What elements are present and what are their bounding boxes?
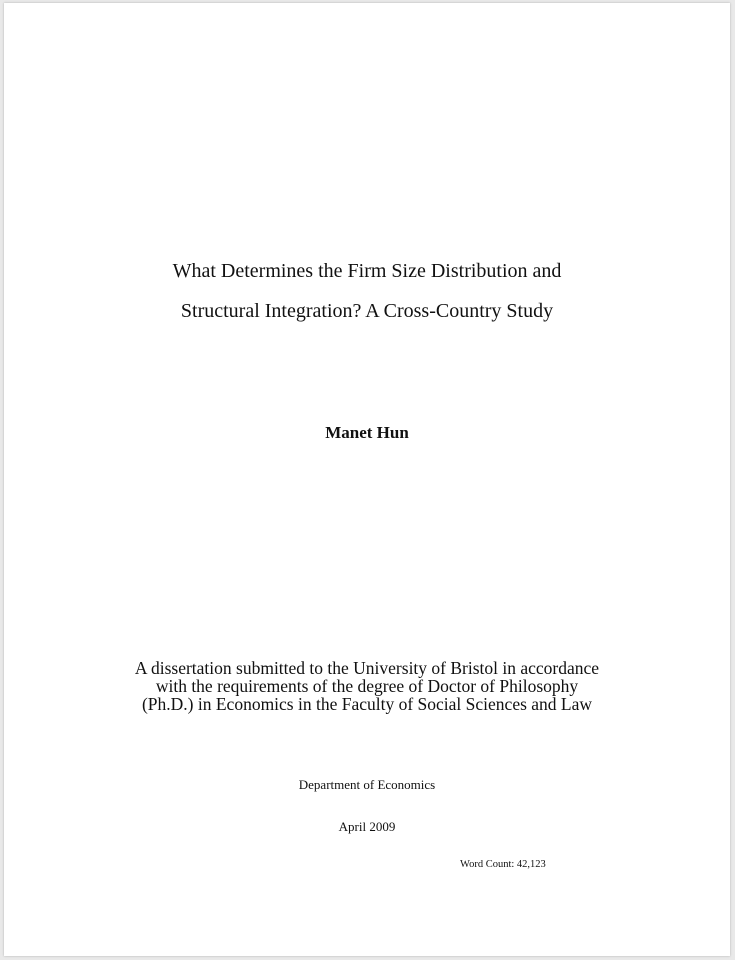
- title-line-2: Structural Integration? A Cross-Country Study: [180, 300, 554, 322]
- statement-line-1: A dissertation submitted to the University of Bristol in accordance: [134, 658, 600, 678]
- submission-date: April 2009: [338, 819, 396, 834]
- statement-line-2: with the requirements of the degree of Doctor of Philosophy: [155, 676, 579, 696]
- submission-statement: [4, 659, 730, 713]
- dissertation-title: [4, 251, 730, 331]
- title-page: [4, 3, 730, 956]
- word-count: Word Count: 42,123: [460, 859, 546, 870]
- author-name: Manet Hun: [325, 423, 409, 442]
- department-name: Department of Economics: [298, 777, 436, 792]
- statement-line-3: (Ph.D.) in Economics in the Faculty of Social Sciences and Law: [141, 694, 593, 714]
- title-line-1: What Determines the Firm Size Distribution and: [172, 260, 562, 282]
